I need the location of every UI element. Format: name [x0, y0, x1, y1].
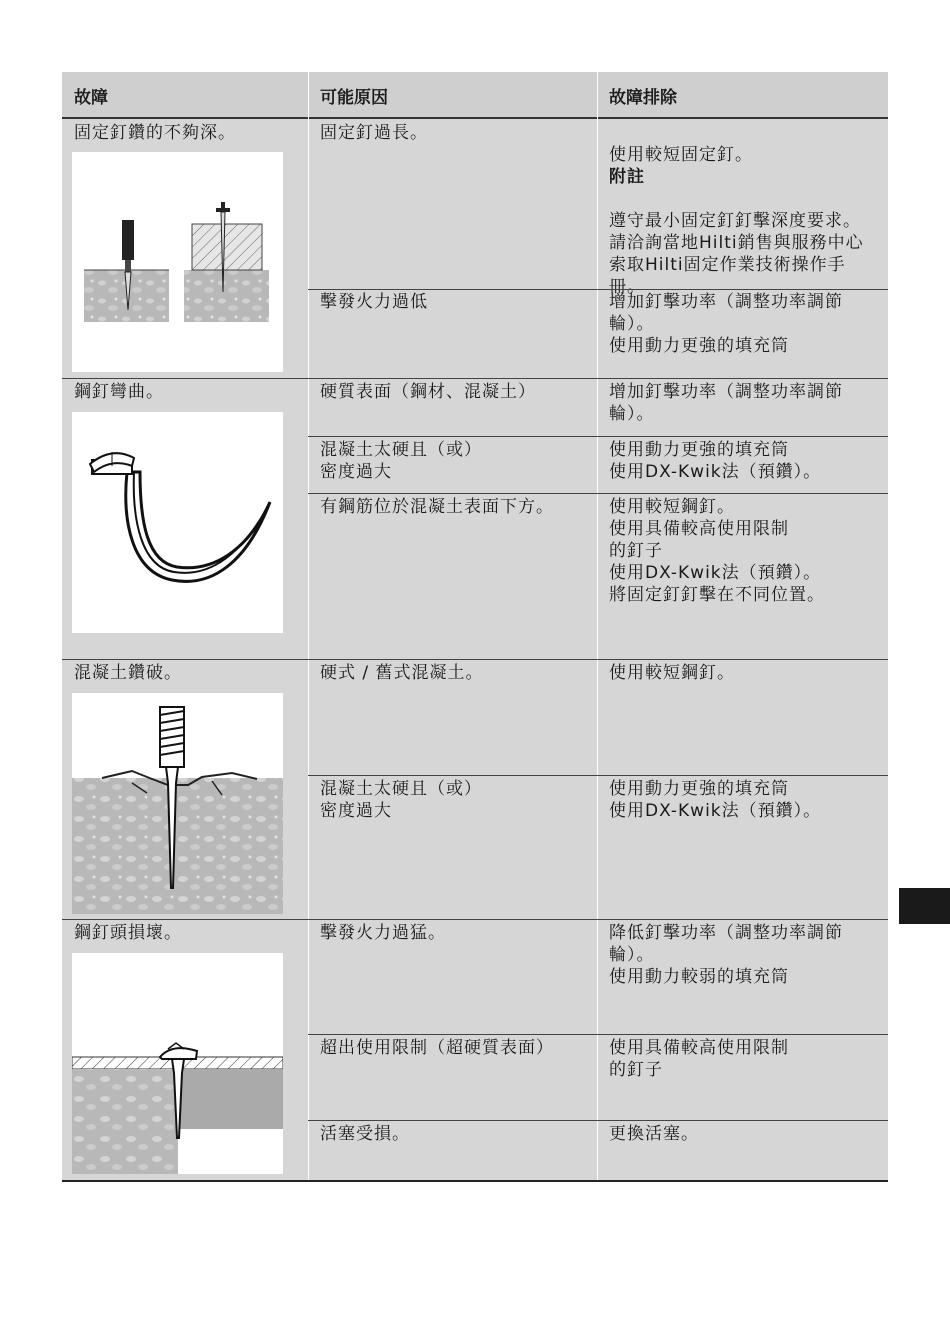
- cause-3-2: 混凝土太硬且（或） 密度過大: [320, 779, 482, 821]
- fault-4: 鋼釘頭損壞。: [74, 923, 182, 943]
- note-title: 附註: [609, 167, 645, 187]
- cause-4-1: 擊發火力過猛。: [320, 923, 446, 943]
- remedy-1-2: 增加釘擊功率（調整功率調節輪）。 使用動力更強的填充筒: [609, 292, 843, 356]
- cause-3-1: 硬式 / 舊式混凝土。: [320, 663, 484, 683]
- remedy-4-2: 使用具備較高使用限制 的釘子: [609, 1038, 789, 1080]
- header-fault: 故障: [74, 88, 108, 108]
- remedy-1-1-text: 使用較短固定釘。: [609, 145, 753, 165]
- section-tab-marker: [899, 888, 950, 924]
- cause-2-3: 有鋼筋位於混凝土表面下方。: [320, 497, 554, 517]
- note-text: 遵守最小固定釘釘擊深度要求。請洽詢當地Hilti銷售與服務中心索取Hilti固定作業技術操作手冊。: [609, 211, 864, 297]
- table-header: [62, 72, 888, 119]
- header-remedy: 故障排除: [609, 88, 677, 108]
- illustration-bent-nail: [72, 412, 283, 633]
- remedy-1-1: [609, 122, 874, 298]
- illustration-concrete-spalling: [72, 693, 283, 914]
- illustration-nail-not-deep: [72, 152, 283, 372]
- cause-1-2: 擊發火力過低: [320, 292, 428, 312]
- cause-1-1: 固定釘過長。: [320, 123, 428, 143]
- remedy-2-2: 使用動力更強的填充筒 使用DX-Kwik法（預鑽）。: [609, 440, 822, 482]
- cause-4-3: 活塞受損。: [320, 1124, 410, 1144]
- cause-2-1: 硬質表面（鋼材、混凝土）: [320, 382, 536, 402]
- cause-2-2: 混凝土太硬且（或） 密度過大: [320, 440, 482, 482]
- remedy-4-1: 降低釘擊功率（調整功率調節輪）。 使用動力較弱的填充筒: [609, 923, 843, 987]
- cause-4-2: 超出使用限制（超硬質表面）: [320, 1038, 554, 1058]
- fault-2: 鋼釘彎曲。: [74, 382, 164, 402]
- illustration-damaged-head: [72, 953, 283, 1174]
- remedy-4-3: 更換活塞。: [609, 1124, 699, 1144]
- remedy-3-1: 使用較短鋼釘。: [609, 663, 735, 683]
- remedy-3-2: 使用動力更強的填充筒 使用DX-Kwik法（預鑽）。: [609, 779, 822, 821]
- header-cause: 可能原因: [320, 88, 388, 108]
- remedy-2-3: 使用較短鋼釘。 使用具備較高使用限制 的釘子 使用DX-Kwik法（預鑽）。 將固定釘釘擊在不同位置。: [609, 497, 825, 605]
- fault-3: 混凝土鑽破。: [74, 663, 182, 683]
- fault-1: 固定釘鑽的不夠深。: [74, 123, 236, 143]
- remedy-2-1: 增加釘擊功率（調整功率調節輪）。: [609, 382, 843, 424]
